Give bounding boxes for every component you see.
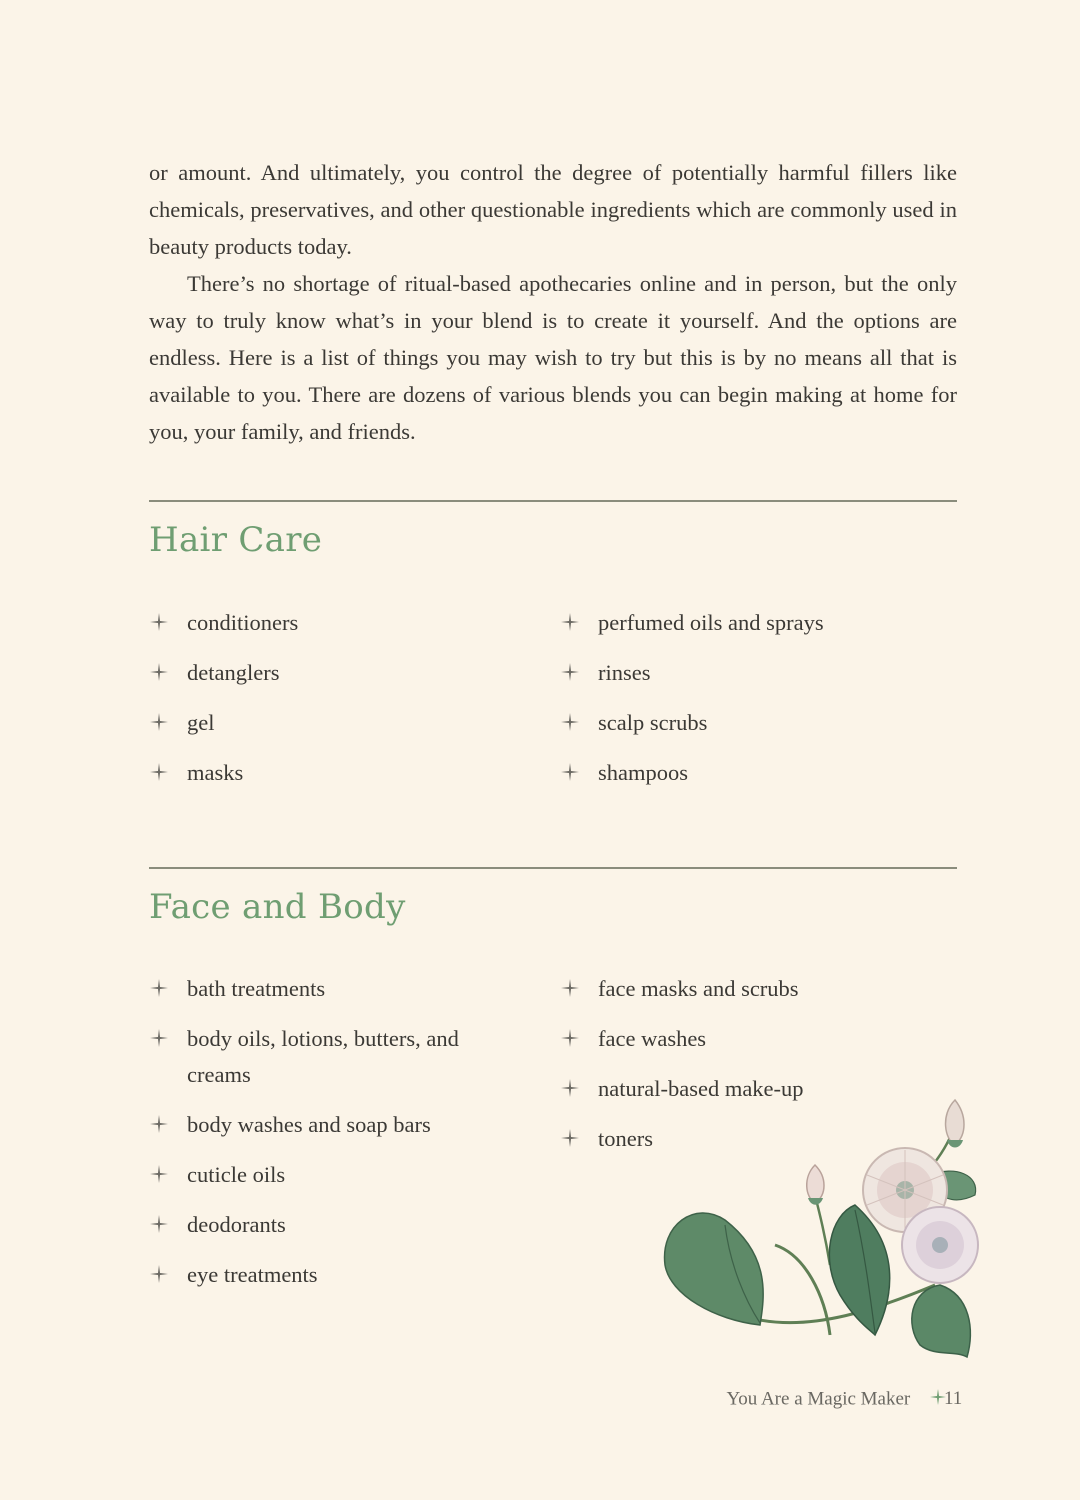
list-item [149, 705, 529, 741]
list-item-label: toners [598, 1126, 653, 1151]
list-item [149, 1021, 479, 1093]
cross-star-icon [560, 655, 582, 691]
cross-star-icon [560, 1121, 582, 1157]
intro-paragraph-1: or amount. And ultimately, you control the degree of potentially harmful fillers like chemicals, preservatives, and other questionable ingredients which are commonly used in beauty products today. [149, 160, 957, 259]
running-title: You Are a Magic Maker [726, 1388, 911, 1410]
list-item [149, 1257, 479, 1293]
cross-star-icon [149, 1157, 171, 1193]
cross-star-icon [560, 971, 582, 1007]
list-item-label: face masks and scrubs [598, 976, 799, 1001]
page-number: 11 [944, 1388, 963, 1409]
cross-star-icon [149, 1021, 171, 1057]
cross-star-icon [149, 971, 171, 1007]
face-body-list-col1 [149, 971, 479, 1307]
list-item-label: shampoos [598, 760, 688, 785]
list-item-label: body washes and soap bars [187, 1112, 431, 1137]
cross-star-icon [560, 755, 582, 791]
list-item [149, 1107, 479, 1143]
intro-paragraph-2: There’s no shortage of ritual-based apothecaries online and in person, but the only way to truly know what’s in your blend is to create it yourself. And the options are endless. Here is a list of things you may wish to try but this is by no means all that is available to you. There are dozens of various blends you can begin making at home for you, your family, and friends. [149, 271, 957, 444]
list-item-label: scalp scrubs [598, 710, 708, 735]
cross-star-icon [149, 1107, 171, 1143]
hair-care-list-col2 [560, 605, 940, 805]
cross-star-icon [560, 705, 582, 741]
section-title-hair-care: Hair Care [149, 520, 323, 560]
divider-face-body [149, 867, 957, 869]
list-item-label: gel [187, 710, 215, 735]
list-item-label: body oils, lotions, butters, and creams [187, 1026, 459, 1087]
list-item [149, 655, 529, 691]
list-item-label: perfumed oils and sprays [598, 610, 824, 635]
list-item-label: rinses [598, 660, 651, 685]
intro-text [149, 154, 957, 450]
list-item-label: conditioners [187, 610, 299, 635]
divider-hair-care [149, 500, 957, 502]
section-title-face-body: Face and Body [149, 887, 406, 927]
hair-care-list-col1 [149, 605, 529, 805]
list-item [560, 655, 940, 691]
cross-star-icon [560, 605, 582, 641]
list-item [149, 605, 529, 641]
list-item-label: detanglers [187, 660, 280, 685]
list-item-label: eye treatments [187, 1262, 318, 1287]
cross-star-icon [149, 605, 171, 641]
list-item [149, 1157, 479, 1193]
cross-star-icon [560, 1021, 582, 1057]
list-item-label: bath treatments [187, 976, 326, 1001]
cross-star-icon [149, 655, 171, 691]
list-item-label: face washes [598, 1026, 707, 1051]
list-item [560, 705, 940, 741]
list-item-label: deodorants [187, 1212, 286, 1237]
list-item [149, 1207, 479, 1243]
list-item [560, 1021, 940, 1057]
list-item [560, 755, 940, 791]
cross-star-icon [149, 755, 171, 791]
list-item-label: cuticle oils [187, 1162, 286, 1187]
running-footer [726, 1388, 957, 1412]
cross-star-icon [149, 1207, 171, 1243]
list-item [149, 971, 479, 1007]
list-item-label: masks [187, 760, 244, 785]
list-item [149, 755, 529, 791]
cross-star-icon [149, 1257, 171, 1293]
list-item [560, 971, 940, 1007]
cross-star-icon [560, 1071, 582, 1107]
list-item-label: natural-based make-up [598, 1076, 804, 1101]
cross-star-icon [149, 705, 171, 741]
morning-glory-illustration [655, 1095, 995, 1360]
list-item [560, 605, 940, 641]
